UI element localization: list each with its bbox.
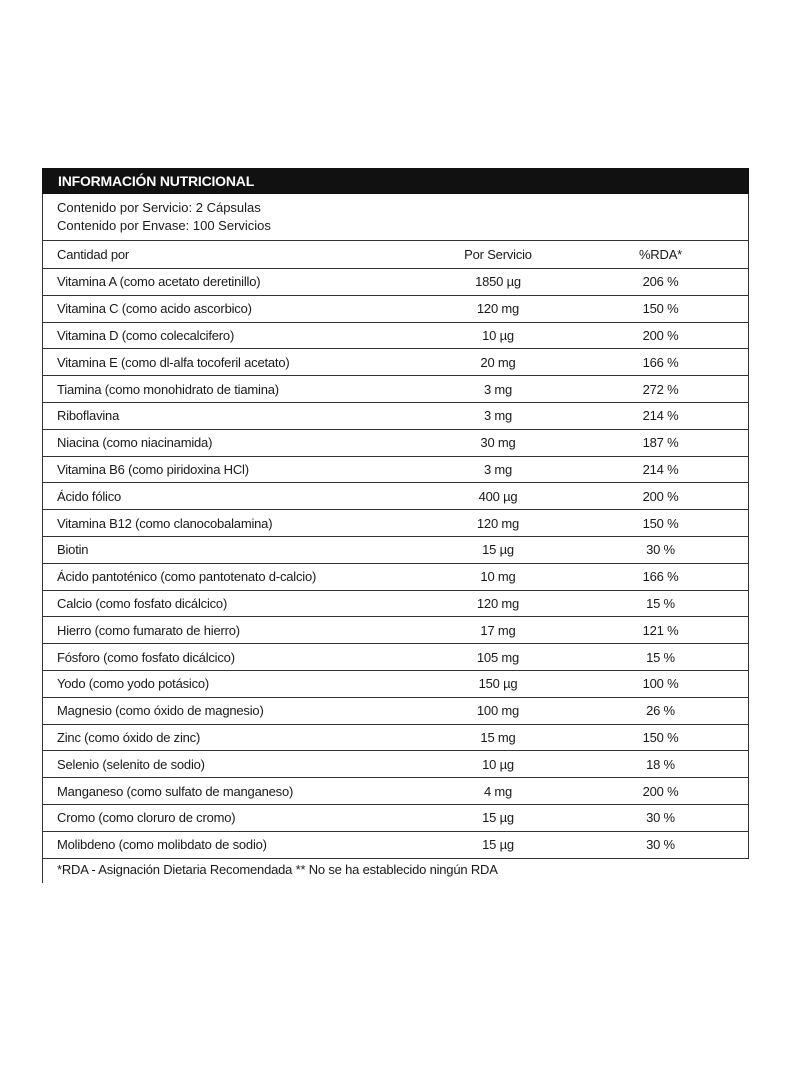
- rda-percent: 214 %: [642, 408, 679, 424]
- nutrient-name: Yodo (como yodo potásico): [57, 676, 210, 692]
- nutrient-name: Calcio (como fosfato dicálcico): [57, 595, 228, 611]
- amount-per-serving: 3 mg: [483, 408, 513, 424]
- rda-percent: 121 %: [642, 622, 679, 638]
- rda-percent: 200 %: [642, 783, 679, 799]
- table-row: [43, 725, 748, 752]
- table-row: [43, 644, 748, 671]
- header-rda: %RDA*: [638, 247, 683, 262]
- table-row: [43, 510, 748, 537]
- rda-percent: 214 %: [642, 461, 679, 477]
- table-body: [43, 269, 748, 859]
- nutrient-name: Zinc (como óxido de zinc): [57, 729, 201, 745]
- table-row: [43, 671, 748, 698]
- amount-per-serving: 4 mg: [483, 783, 513, 799]
- rda-percent: 187 %: [642, 435, 679, 451]
- amount-per-serving: 3 mg: [483, 381, 513, 397]
- table-row: [43, 698, 748, 725]
- rda-percent: 30 %: [646, 810, 675, 826]
- amount-per-serving: 30 mg: [480, 435, 516, 451]
- rda-percent: 150 %: [642, 729, 679, 745]
- table-row: [43, 376, 748, 403]
- nutrient-name: Vitamina D (como colecalcifero): [57, 327, 235, 343]
- serving-size: Contenido por Servicio: 2 Cápsulas: [57, 200, 261, 215]
- amount-per-serving: 15 mg: [480, 729, 516, 745]
- nutrient-name: Manganeso (como sulfato de manganeso): [57, 783, 294, 799]
- rda-percent: 150 %: [642, 301, 679, 317]
- nutrient-name: Magnesio (como óxido de magnesio): [57, 703, 264, 719]
- table-row: [43, 349, 748, 376]
- nutrition-facts-panel: [42, 168, 749, 883]
- amount-per-serving: 10 µg: [482, 756, 514, 772]
- table-row: [43, 778, 748, 805]
- servings-per-container: Contenido por Envase: 100 Servicios: [57, 218, 271, 233]
- table-row: [43, 296, 748, 323]
- nutrient-name: Vitamina B6 (como piridoxina HCl): [57, 461, 249, 477]
- amount-per-serving: 1850 µg: [475, 274, 521, 290]
- panel-title: INFORMACIÓN NUTRICIONAL: [42, 168, 749, 194]
- nutrient-name: Hierro (como fumarato de hierro): [57, 622, 240, 638]
- table-row: [43, 591, 748, 618]
- nutrient-name: Molibdeno (como molibdato de sodio): [57, 837, 267, 853]
- table-row: [43, 483, 748, 510]
- rda-percent: 26 %: [646, 703, 675, 719]
- amount-per-serving: 10 µg: [482, 327, 514, 343]
- table-row: [43, 617, 748, 644]
- table-row: [43, 430, 748, 457]
- amount-per-serving: 20 mg: [480, 354, 516, 370]
- nutrient-name: Tiamina (como monohidrato de tiamina): [57, 381, 279, 397]
- header-per-serving: Por Servicio: [464, 247, 532, 262]
- rda-percent: 30 %: [646, 837, 675, 853]
- rda-percent: 166 %: [642, 354, 679, 370]
- nutrient-name: Selenio (selenito de sodio): [57, 756, 205, 772]
- nutrient-name: Cromo (como cloruro de cromo): [57, 810, 236, 826]
- rda-percent: 15 %: [646, 649, 675, 665]
- nutrient-name: Ácido pantoténico (como pantotenato d-calcio): [57, 569, 317, 585]
- amount-per-serving: 15 µg: [482, 542, 514, 558]
- amount-per-serving: 15 µg: [482, 810, 514, 826]
- rda-percent: 200 %: [642, 327, 679, 343]
- table-row: [43, 564, 748, 591]
- footnote: *RDA - Asignación Dietaria Recomendada ** No se ha establecido ningún RDA: [42, 859, 749, 883]
- amount-per-serving: 17 mg: [480, 622, 516, 638]
- rda-percent: 166 %: [642, 569, 679, 585]
- table-row: [43, 832, 748, 859]
- amount-per-serving: 3 mg: [483, 461, 513, 477]
- nutrient-name: Vitamina E (como dl-alfa tocoferil acetato): [57, 354, 290, 370]
- nutrient-name: Biotin: [57, 542, 89, 558]
- rda-percent: 100 %: [642, 676, 679, 692]
- amount-per-serving: 120 mg: [476, 301, 520, 317]
- amount-per-serving: 120 mg: [476, 515, 520, 531]
- table-row: [43, 457, 748, 484]
- nutrient-name: Vitamina C (como acido ascorbico): [57, 301, 252, 317]
- table-row: [43, 805, 748, 832]
- amount-per-serving: 100 mg: [476, 703, 520, 719]
- table-row: [43, 751, 748, 778]
- table-row: [43, 323, 748, 350]
- amount-per-serving: 10 mg: [480, 569, 516, 585]
- amount-per-serving: 105 mg: [476, 649, 520, 665]
- table-row: [43, 269, 748, 296]
- table-header: [43, 241, 748, 269]
- rda-percent: 30 %: [646, 542, 675, 558]
- nutrient-name: Fósforo (como fosfato dicálcico): [57, 649, 235, 665]
- table-row: [43, 403, 748, 430]
- amount-per-serving: 15 µg: [482, 837, 514, 853]
- nutrient-name: Ácido fólico: [57, 488, 122, 504]
- rda-percent: 272 %: [642, 381, 679, 397]
- rda-percent: 206 %: [642, 274, 679, 290]
- nutrient-name: Riboflavina: [57, 408, 120, 424]
- nutrient-name: Niacina (como niacinamida): [57, 435, 213, 451]
- amount-per-serving: 150 µg: [478, 676, 518, 692]
- rda-percent: 15 %: [646, 595, 675, 611]
- nutrient-name: Vitamina B12 (como clanocobalamina): [57, 515, 273, 531]
- header-name: Cantidad por: [57, 247, 130, 262]
- nutrient-name: Vitamina A (como acetato deretinillo): [57, 274, 261, 290]
- table-row: [43, 537, 748, 564]
- rda-percent: 18 %: [646, 756, 675, 772]
- amount-per-serving: 400 µg: [478, 488, 518, 504]
- amount-per-serving: 120 mg: [476, 595, 520, 611]
- rda-percent: 200 %: [642, 488, 679, 504]
- serving-info: [43, 194, 748, 241]
- rda-percent: 150 %: [642, 515, 679, 531]
- nutrition-table: [42, 194, 749, 859]
